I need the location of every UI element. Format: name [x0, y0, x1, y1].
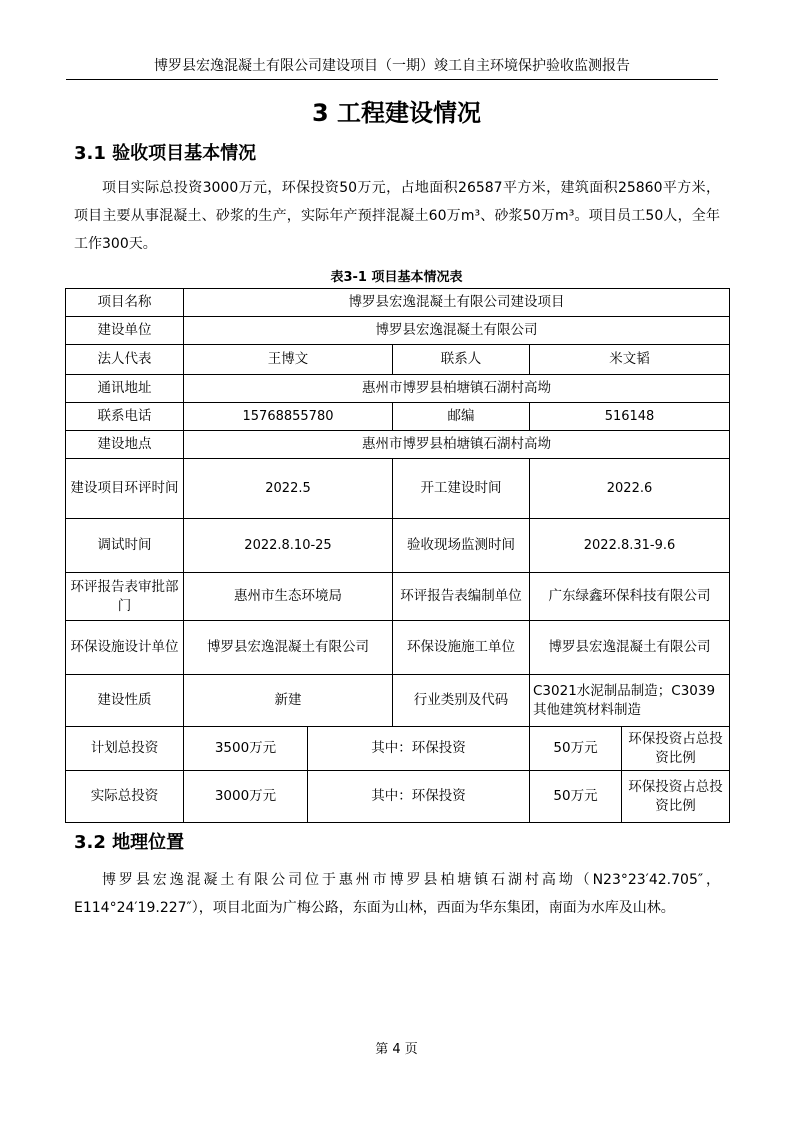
cell-label: 建设地点: [66, 431, 184, 459]
page-number: 第 4 页: [375, 1042, 418, 1057]
cell-label: 项目名称: [66, 289, 184, 317]
cell-label: 联系人: [393, 345, 530, 375]
cell-value: 50万元: [530, 771, 622, 823]
section-3-2-paragraph: [74, 866, 720, 922]
cell-value: 3500万元: [184, 727, 308, 771]
section-3-1-paragraph: [74, 174, 720, 258]
cell-value: C3021水泥制品制造；C3039其他建筑材料制造: [530, 675, 730, 727]
cell-value: 博罗县宏逸混凝土有限公司: [530, 621, 730, 675]
cell-label: 法人代表: [66, 345, 184, 375]
cell-value: 博罗县宏逸混凝土有限公司: [184, 317, 730, 345]
cell-value: 2022.6: [530, 459, 730, 519]
table-row: [66, 403, 730, 431]
table-row: [66, 621, 730, 675]
cell-value: 2022.5: [184, 459, 393, 519]
table-row: [66, 727, 730, 771]
table-row: [66, 519, 730, 573]
cell-label: 建设性质: [66, 675, 184, 727]
table-row: [66, 345, 730, 375]
cell-label: 环保投资占总投资比例: [622, 771, 730, 823]
cell-label: 调试时间: [66, 519, 184, 573]
section-title-3-2: 3.2 地理位置: [74, 832, 185, 853]
cell-value: 3000万元: [184, 771, 308, 823]
cell-value: 广东绿鑫环保科技有限公司: [530, 573, 730, 621]
cell-label: 联系电话: [66, 403, 184, 431]
cell-label: 通讯地址: [66, 375, 184, 403]
header-rule: [66, 79, 718, 80]
cell-label: 验收现场监测时间: [393, 519, 530, 573]
table-row: [66, 573, 730, 621]
table-row: [66, 771, 730, 823]
cell-value: 15768855780: [184, 403, 393, 431]
running-header: 博罗县宏逸混凝土有限公司建设项目（一期）竣工自主环境保护验收监测报告: [154, 58, 630, 74]
table-row: [66, 675, 730, 727]
cell-label: 环评报告表编制单位: [393, 573, 530, 621]
section-title-3-1: 3.1 验收项目基本情况: [74, 143, 257, 164]
cell-value: 新建: [184, 675, 393, 727]
cell-value: 米文韬: [530, 345, 730, 375]
cell-label: 环保设施施工单位: [393, 621, 530, 675]
cell-value: 2022.8.10-25: [184, 519, 393, 573]
table-row: [66, 317, 730, 345]
cell-value: 惠州市生态环境局: [184, 573, 393, 621]
cell-label: 行业类别及代码: [393, 675, 530, 727]
cell-label: 建设单位: [66, 317, 184, 345]
cell-label: 环保投资占总投资比例: [622, 727, 730, 771]
table-caption: 表3-1 项目基本情况表: [330, 270, 463, 285]
cell-value: 惠州市博罗县柏塘镇石湖村高坳: [184, 431, 730, 459]
cell-value: 50万元: [530, 727, 622, 771]
chapter-title: 3 工程建设情况: [311, 99, 482, 127]
cell-value: 2022.8.31-9.6: [530, 519, 730, 573]
cell-label: 环评报告表审批部门: [66, 573, 184, 621]
cell-value: 王博文: [184, 345, 393, 375]
cell-value: 博罗县宏逸混凝土有限公司建设项目: [184, 289, 730, 317]
cell-label: 其中：环保投资: [308, 771, 530, 823]
cell-label: 邮编: [393, 403, 530, 431]
paragraph-text: 项目实际总投资3000万元，环保投资50万元，占地面积26587平方米，建筑面积25860平方米，项目主要从事混凝土、砂浆的生产，实际年产预拌混凝土60万m³、砂浆50万m³。项目员工50人，全年工作300天。: [74, 180, 720, 252]
table-row: [66, 459, 730, 519]
cell-label: 计划总投资: [66, 727, 184, 771]
project-info-table: [65, 288, 730, 823]
cell-label: 建设项目环评时间: [66, 459, 184, 519]
cell-value: 惠州市博罗县柏塘镇石湖村高坳: [184, 375, 730, 403]
cell-value: 博罗县宏逸混凝土有限公司: [184, 621, 393, 675]
cell-label: 环保设施设计单位: [66, 621, 184, 675]
table-row: [66, 375, 730, 403]
cell-label: 其中：环保投资: [308, 727, 530, 771]
paragraph-text: 博罗县宏逸混凝土有限公司位于惠州市博罗县柏塘镇石湖村高坳（N23°23′42.705″，E114°24′19.227″），项目北面为广梅公路，东面为山林，西面为华东集团，南面为水库及山林。: [74, 872, 720, 916]
cell-label: 开工建设时间: [393, 459, 530, 519]
cell-value: 516148: [530, 403, 730, 431]
table-row: [66, 289, 730, 317]
table-row: [66, 431, 730, 459]
cell-label: 实际总投资: [66, 771, 184, 823]
